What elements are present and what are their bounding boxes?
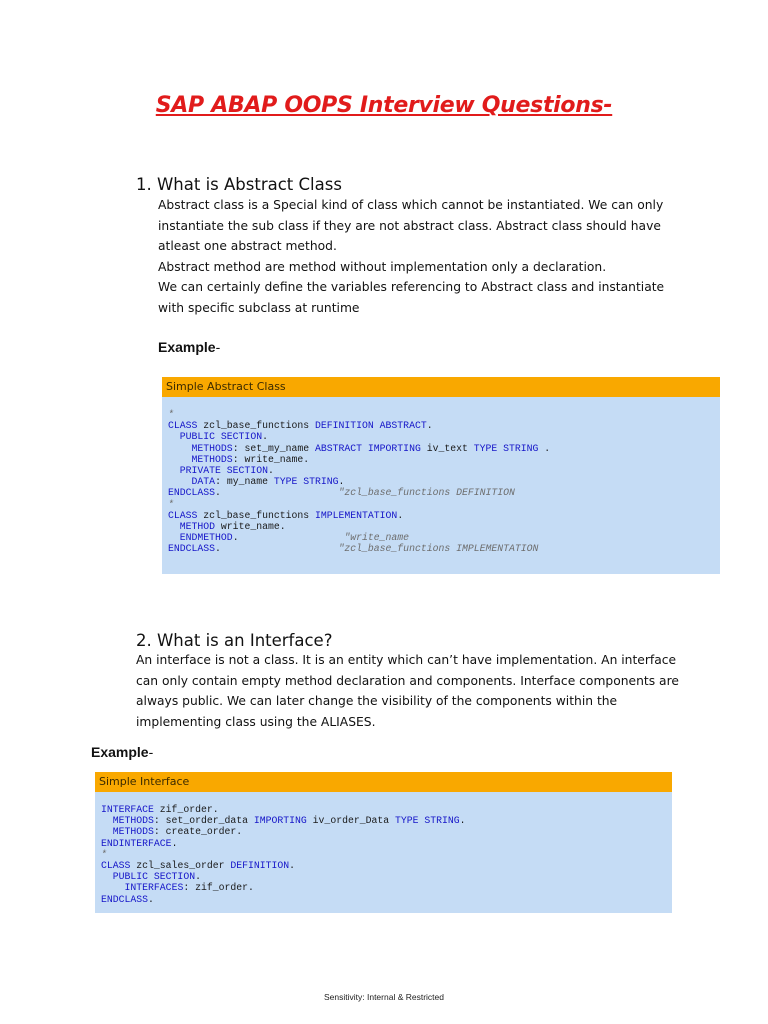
code-text: zcl_base_functions (197, 420, 315, 432)
code-keyword: INTERFACE (101, 804, 154, 815)
example-label-1 (158, 339, 220, 355)
code-keyword: DEFINITION (230, 859, 290, 871)
code-keyword: ABSTRACT IMPORTING (315, 442, 421, 454)
example-label-text: Example (158, 339, 216, 355)
code-keyword: ENDCLASS (168, 487, 216, 499)
code-line (101, 804, 672, 815)
code-keyword: ENDMETHOD (179, 532, 233, 544)
code-keyword: DATA (191, 476, 216, 488)
code-text: : create_order. (153, 826, 243, 838)
code-text: zcl_base_functions (197, 509, 315, 521)
code-line (168, 543, 720, 554)
code-line (168, 521, 720, 532)
example-label-2 (91, 744, 153, 760)
code-line (168, 420, 720, 431)
code-text: : my_name (215, 476, 274, 488)
code-text: iv_order_Data (306, 815, 395, 827)
code-text (101, 871, 113, 882)
code-line (101, 894, 672, 905)
code-keyword: TYPE STRING (473, 442, 539, 454)
code-text (168, 476, 192, 487)
code-keyword: METHODS (112, 815, 154, 827)
example-label-dash: - (215, 339, 221, 355)
code-text (168, 431, 180, 442)
question-2-heading: 2. What is an Interface? (136, 631, 333, 650)
paragraph-line: We can certainly define the variables referencing to Abstract class and instantiate (158, 280, 665, 295)
code-keyword: METHODS (191, 453, 233, 465)
paragraph-line: with specific subclass at runtime (158, 300, 360, 315)
code-keyword: PUBLIC SECTION (179, 431, 263, 443)
paragraph-line: Abstract class is a Special kind of class which cannot be instantiated. We can only (158, 198, 664, 212)
code-line (101, 860, 672, 871)
code-keyword: CLASS (168, 420, 198, 432)
code-text: . (171, 837, 178, 849)
code-line (168, 409, 720, 420)
code-keyword: PUBLIC SECTION (112, 871, 196, 883)
code-text (168, 454, 192, 465)
code-line (101, 882, 672, 893)
page-title: SAP ABAP OOPS Interview Questions- (155, 93, 613, 118)
code-text (101, 826, 113, 837)
code-comment: "zcl_base_functions IMPLEMENTATION (338, 543, 539, 555)
code-text: . (195, 871, 201, 883)
sensitivity-footer: Sensitivity: Internal & Restricted (324, 992, 444, 1002)
code-text: : zif_order. (183, 882, 254, 894)
code-line (168, 443, 720, 454)
code-line (168, 465, 720, 476)
code-text (168, 532, 180, 543)
code-keyword: TYPE STRING (273, 476, 339, 488)
code-text: . (215, 543, 339, 555)
code-keyword: ENDINTERFACE (101, 837, 172, 849)
paragraph-line: implementing class using the ALIASES. (136, 714, 376, 729)
code-box-abstract-class (162, 377, 720, 574)
code-listing (95, 792, 672, 905)
question-1-answer (158, 195, 664, 319)
code-line (168, 454, 720, 465)
code-keyword: IMPLEMENTATION (315, 509, 398, 521)
code-text: . (267, 464, 274, 476)
code-text: : write_name. (232, 453, 310, 465)
code-line (168, 476, 720, 487)
code-text: . (426, 420, 433, 432)
code-keyword: METHOD (179, 520, 216, 532)
code-box-interface (95, 772, 672, 913)
code-comment: * (101, 848, 107, 860)
code-text (101, 815, 113, 826)
code-text: : set_my_name (232, 442, 315, 454)
paragraph-line: An interface is not a class. It is an entity which can’t have implementation. An interface (136, 653, 677, 667)
code-text: . (262, 431, 268, 443)
code-text (168, 443, 192, 454)
paragraph-line: can only contain empty method declaration and components. Interface components are (136, 673, 679, 688)
paragraph-line: atleast one abstract method. (158, 239, 337, 254)
code-line (101, 838, 672, 849)
code-text: . (459, 815, 466, 827)
code-listing (162, 397, 720, 554)
code-keyword: IMPORTING (253, 815, 307, 827)
code-comment: "write_name (344, 532, 410, 544)
code-text (168, 465, 180, 476)
code-text: zcl_sales_order (130, 859, 231, 871)
code-text: . (215, 487, 339, 499)
code-keyword: TYPE STRING (394, 815, 460, 827)
code-keyword: ENDCLASS (168, 543, 216, 555)
code-text: zif_order. (153, 804, 219, 815)
code-comment: * (168, 409, 174, 420)
code-line (168, 431, 720, 442)
code-keyword: CLASS (101, 859, 131, 871)
code-line (101, 849, 672, 860)
paragraph-line: always public. We can later change the visibility of the components within the (136, 694, 618, 709)
question-1-heading: 1. What is Abstract Class (136, 175, 342, 194)
code-keyword: ENDCLASS (101, 893, 149, 905)
code-line (168, 499, 720, 510)
code-text: iv_text (420, 442, 474, 454)
code-text: . (538, 442, 551, 454)
code-keyword: METHODS (112, 826, 154, 838)
code-keyword: METHODS (191, 442, 233, 454)
code-comment: "zcl_base_functions DEFINITION (338, 487, 515, 499)
code-box-title: Simple Interface (95, 772, 672, 792)
code-keyword: PRIVATE SECTION (179, 464, 268, 476)
code-keyword: INTERFACES (124, 882, 184, 894)
code-keyword: CLASS (168, 509, 198, 521)
code-text: . (289, 859, 296, 871)
paragraph-line: Abstract method are method without implementation only a declaration. (158, 259, 607, 274)
code-text: . (338, 476, 345, 488)
code-text (101, 882, 125, 893)
code-text: . (397, 509, 404, 521)
code-text: : set_order_data (153, 815, 254, 827)
code-line (101, 815, 672, 826)
paragraph-line: instantiate the sub class if they are not abstract class. Abstract class should have (158, 218, 661, 233)
code-box-title: Simple Abstract Class (162, 377, 720, 397)
code-comment: * (168, 498, 174, 510)
code-text: write_name. (215, 520, 286, 532)
question-2-answer (136, 650, 679, 732)
code-keyword: DEFINITION ABSTRACT (315, 420, 427, 432)
code-line (168, 532, 720, 543)
code-line (101, 826, 672, 837)
example-label-text: Example (91, 744, 149, 760)
code-line (168, 510, 720, 521)
example-label-dash: - (148, 744, 154, 760)
code-text: . (232, 532, 345, 544)
code-text (168, 521, 180, 532)
code-line (168, 487, 720, 498)
code-text: . (148, 893, 154, 905)
code-line (101, 871, 672, 882)
